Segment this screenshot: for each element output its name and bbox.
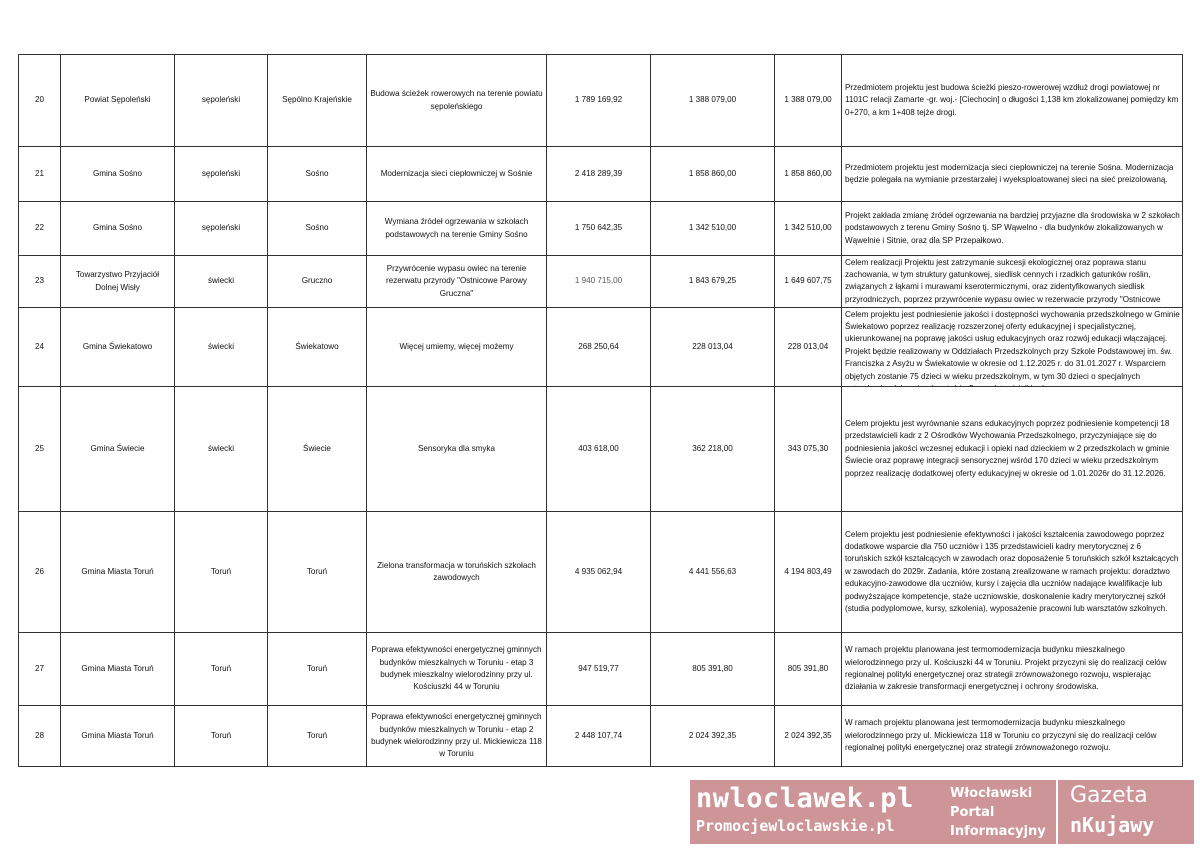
total-cost: 1 940 715,00 bbox=[547, 256, 651, 308]
description-text: Przedmiotem projektu jest budowa ścieżki pieszo-rowerowej wzdłuż drogi powiatowej nr 1101C relacji Zamarte -gr. woj.- [Ciechocin] o długości 1,138 km zlokalizowanej pomiędzy km 0+270, a km 1+408 tejże drogi. bbox=[845, 82, 1179, 117]
project-description bbox=[842, 387, 1183, 512]
county: Toruń bbox=[175, 706, 268, 767]
project-description bbox=[842, 633, 1183, 706]
total-cost: 947 519,77 bbox=[547, 633, 651, 706]
total-cost: 4 935 062,94 bbox=[547, 512, 651, 633]
applicant: Gmina Miasta Toruń bbox=[61, 633, 175, 706]
total-cost: 1 789 169,92 bbox=[547, 55, 651, 147]
commune: Sośno bbox=[268, 147, 367, 202]
project-description bbox=[842, 147, 1183, 202]
grant-amount: 2 024 392,35 bbox=[775, 706, 842, 767]
project-description bbox=[842, 308, 1183, 387]
row-number: 26 bbox=[19, 512, 61, 633]
row-number: 22 bbox=[19, 202, 61, 256]
description-text: W ramach projektu planowana jest termomodernizacja budynku mieszkalnego wielorodzinnego przy ul. Mickiewicza 118 w Toruniu co przyczyni się do realizacji celów regionalnej polityki energetycznej oraz strategii zrównoważonego rozwoju. bbox=[845, 718, 1157, 753]
eligible-cost: 805 391,80 bbox=[651, 633, 775, 706]
project-title: Budowa ścieżek rowerowych na terenie powiatu sępoleńskiego bbox=[367, 55, 547, 147]
table-row bbox=[19, 147, 1183, 202]
project-description bbox=[842, 256, 1183, 308]
applicant: Gmina Sośno bbox=[61, 202, 175, 256]
project-title: Poprawa efektywności energetycznej gminnych budynków mieszkalnych w Toruniu - etap 2 budynek wielorodzinny przy ul. Mickiewicza 118 w Toruniu bbox=[367, 706, 547, 767]
table-row bbox=[19, 512, 1183, 633]
total-cost: 403 618,00 bbox=[547, 387, 651, 512]
description-text: Projekt zakłada zmianę źródeł ogrzewania na bardziej przyjazne dla środowiska w 2 szkołach podstawowych z terenu Gminy Sośno tj. SP Wąwelno - dla budynków zlokalizowanych w Wąwelnie i Sitnie, oraz dla SP Przepałkowo. bbox=[845, 210, 1180, 245]
commune: Świekatowo bbox=[268, 308, 367, 387]
county: świecki bbox=[175, 256, 268, 308]
table-row bbox=[19, 55, 1183, 147]
description-text: Celem projektu jest podniesienie jakości i dostępności wychowania przedszkolnego w Gminie Świekatowo poprzez realizację rozszerzonej oferty edukacyjnej i specjalistycznej, ukierunkowanej na poprawę jakości usług edukacyjnych oraz rozwój edukacji włączającej. Projekt będzie realizowany w Oddziałach Przedszkolnych przy Szkole Podstawowej im. św. Franciszka z Asyżu w Świekatowie w okresie od 1.12.2025 r. do 31.01.2027 r. Wsparciem objętych zostanie 75 dzieci w wieku przedszkolnym, w tym 30 dzieci o specjalnych bbox=[845, 309, 1180, 381]
gazeta-name: nKujawy bbox=[1070, 813, 1155, 837]
applicant: Gmina Sośno bbox=[61, 147, 175, 202]
project-description bbox=[842, 512, 1183, 633]
project-title: Modernizacja sieci ciepłowniczej w Sośnie bbox=[367, 147, 547, 202]
gazeta-label: Gazeta bbox=[1070, 783, 1148, 808]
eligible-cost: 4 441 556,63 bbox=[651, 512, 775, 633]
portal-line-3: Informacyjny bbox=[950, 824, 1046, 839]
grant-amount: 1 858 860,00 bbox=[775, 147, 842, 202]
total-cost: 2 418 289,39 bbox=[547, 147, 651, 202]
applicant: Powiat Sępoleński bbox=[61, 55, 175, 147]
grant-amount: 4 194 803,49 bbox=[775, 512, 842, 633]
watermark-gazeta bbox=[1058, 780, 1194, 844]
project-title: Sensoryka dla smyka bbox=[367, 387, 547, 512]
project-title: Zielona transformacja w toruńskich szkołach zawodowych bbox=[367, 512, 547, 633]
commune: Świecie bbox=[268, 387, 367, 512]
county: sępoleński bbox=[175, 55, 268, 147]
project-description bbox=[842, 55, 1183, 147]
grant-amount: 343 075,30 bbox=[775, 387, 842, 512]
grant-amount: 1 649 607,75 bbox=[775, 256, 842, 308]
applicant: Gmina Świekatowo bbox=[61, 308, 175, 387]
county: świecki bbox=[175, 308, 268, 387]
project-title: Wymiana źródeł ogrzewania w szkołach podstawowych na terenie Gminy Sośno bbox=[367, 202, 547, 256]
commune: Gruczno bbox=[268, 256, 367, 308]
total-cost: 268 250,64 bbox=[547, 308, 651, 387]
applicant: Gmina Miasta Toruń bbox=[61, 512, 175, 633]
watermark-portal bbox=[944, 780, 1058, 844]
county: sępoleński bbox=[175, 202, 268, 256]
eligible-cost: 1 858 860,00 bbox=[651, 147, 775, 202]
county: Toruń bbox=[175, 512, 268, 633]
table-row bbox=[19, 256, 1183, 308]
grant-amount: 1 388 079,00 bbox=[775, 55, 842, 147]
watermark-site bbox=[690, 780, 944, 844]
description-text: Celem projektu jest podniesienie efektywności i jakości kształcenia zawodowego poprzez dodatkowe wsparcie dla 750 uczniów i 135 przedstawicieli kadry merytorycznej z 6 toruńskich szkół kształcących w zawodach oraz doposażenie 5 toruńskich szkół kształcących w zawodach do 2029r. Zadania, które zostaną zrealizowane w ramach projektu: doradztwo edukacyjno-zawodowe dla uczniów, kursy i zajęcia dla uczniów nadające kwalifikacje lub podwyższające kompetencje, staże uczniowskie, doskonalenie kadry merytorycznej szkół (studia podyplomowe, kursy, szkolenia), wyposażenie pracowni lub warsztatów szkolnych. bbox=[845, 529, 1179, 614]
project-description bbox=[842, 202, 1183, 256]
row-number: 21 bbox=[19, 147, 61, 202]
project-title: Przywrócenie wypasu owiec na terenie rezerwatu przyrody "Ostnicowe Parowy Gruczna" bbox=[367, 256, 547, 308]
commune: Sępólno Krajeńskie bbox=[268, 55, 367, 147]
watermark-banner bbox=[690, 780, 1194, 844]
projects-table bbox=[18, 54, 1183, 767]
table-row bbox=[19, 202, 1183, 256]
applicant: Towarzystwo Przyjaciół Dolnej Wisły bbox=[61, 256, 175, 308]
project-title: Więcej umiemy, więcej możemy bbox=[367, 308, 547, 387]
table-row bbox=[19, 706, 1183, 767]
commune: Toruń bbox=[268, 633, 367, 706]
applicant: Gmina Świecie bbox=[61, 387, 175, 512]
table-row bbox=[19, 308, 1183, 387]
commune: Toruń bbox=[268, 706, 367, 767]
total-cost: 2 448 107,74 bbox=[547, 706, 651, 767]
total-cost: 1 750 642,35 bbox=[547, 202, 651, 256]
applicant: Gmina Miasta Toruń bbox=[61, 706, 175, 767]
row-number: 25 bbox=[19, 387, 61, 512]
eligible-cost: 1 843 679,25 bbox=[651, 256, 775, 308]
table-row bbox=[19, 387, 1183, 512]
portal-line-2: Portal bbox=[950, 805, 995, 820]
row-number: 28 bbox=[19, 706, 61, 767]
table-row bbox=[19, 633, 1183, 706]
eligible-cost: 362 218,00 bbox=[651, 387, 775, 512]
eligible-cost: 1 388 079,00 bbox=[651, 55, 775, 147]
grant-amount: 228 013,04 bbox=[775, 308, 842, 387]
portal-line-1: Włocławski bbox=[950, 786, 1033, 801]
project-title: Poprawa efektywności energetycznej gminnych budynków mieszkalnych w Toruniu - etap 3 budynek mieszkalny wielorodzinny przy ul. Kościuszki 44 w Toruniu bbox=[367, 633, 547, 706]
row-number: 27 bbox=[19, 633, 61, 706]
description-text: Celem realizacji Projektu jest zatrzymanie sukcesji ekologicznej oraz poprawa stanu zachowania, w tym struktury gatunkowej, siedlisk cennych i rzadkich gatunków roślin, związanych z łąkami i murawami kserotermicznymi, oraz zidentyfikowanych siedlisk przyrodniczych, poprzez przywrócenie wypasu owiec w rezerwacie przyrody "Ostnicowe bbox=[845, 257, 1161, 304]
row-number: 24 bbox=[19, 308, 61, 387]
description-text: Celem projektu jest wyrównanie szans edukacyjnych poprzez podniesienie kompetencji 18 przedstawicieli kadr z 2 Ośrodków Wychowania Przedszkolnego, przyczyniające się do podniesienia jakości wczesnej edukacji i opieki nad dzieckiem w 2 przedszkolach w gminie Świecie oraz poprawę integracji sensorycznej wśród 170 dzieci w wieku przedszkolnym poprzez realizację dodatkowej oferty edukacyjnej w okresie od 1.01.2026r do 31.12.2026. bbox=[845, 418, 1170, 478]
county: sępoleński bbox=[175, 147, 268, 202]
eligible-cost: 228 013,04 bbox=[651, 308, 775, 387]
watermark-site-secondary: Promocjewloclawskie.pl bbox=[696, 817, 895, 835]
eligible-cost: 1 342 510,00 bbox=[651, 202, 775, 256]
row-number: 23 bbox=[19, 256, 61, 308]
county: Toruń bbox=[175, 633, 268, 706]
eligible-cost: 2 024 392,35 bbox=[651, 706, 775, 767]
project-description bbox=[842, 706, 1183, 767]
county: świecki bbox=[175, 387, 268, 512]
watermark-site-name: nwloclawek.pl bbox=[696, 783, 914, 814]
commune: Toruń bbox=[268, 512, 367, 633]
row-number: 20 bbox=[19, 55, 61, 147]
commune: Sośno bbox=[268, 202, 367, 256]
description-text: Przedmiotem projektu jest modernizacja sieci ciepłowniczej na terenie Sośna. Modernizacja będzie polegała na wymianie przestarzałej i wyeksploatowanej sieci na sieć preizolowaną. bbox=[845, 162, 1174, 184]
grant-amount: 1 342 510,00 bbox=[775, 202, 842, 256]
description-text: W ramach projektu planowana jest termomodernizacja budynku mieszkalnego wielorodzinnego przy ul. Kościuszki 44 w Toruniu. Projekt przyczyni się do realizacji celów regionalnej polityki energetycznej oraz strategii zrównoważonego rozwoju, wspierając działania w zakresie transformacji energetycznej i ochrony środowiska. bbox=[845, 645, 1167, 692]
grant-amount: 805 391,80 bbox=[775, 633, 842, 706]
